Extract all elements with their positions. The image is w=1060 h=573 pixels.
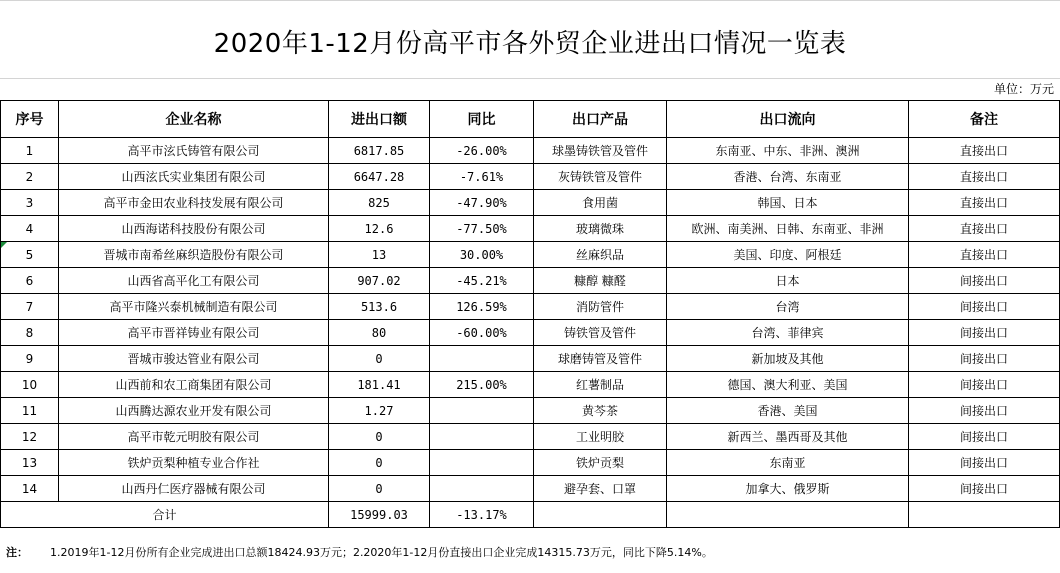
cell-destination: 新西兰、墨西哥及其他 xyxy=(667,424,909,450)
cell-seq: 5 xyxy=(1,242,59,268)
cell-product: 工业明胶 xyxy=(534,424,667,450)
unit-label: 单位：万元 xyxy=(993,82,1054,96)
cell-company: 山西前和农工商集团有限公司 xyxy=(59,372,329,398)
total-product-empty xyxy=(534,502,667,528)
table-row xyxy=(1,190,1060,216)
cell-destination: 美国、印度、阿根廷 xyxy=(667,242,909,268)
header-yoy: 同比 xyxy=(430,101,534,138)
table-row xyxy=(1,294,1060,320)
cell-remark: 直接出口 xyxy=(909,242,1060,268)
cell-amount: 181.41 xyxy=(329,372,430,398)
header-row xyxy=(1,101,1060,138)
cell-remark: 间接出口 xyxy=(909,346,1060,372)
table-row xyxy=(1,164,1060,190)
cell-amount: 1.27 xyxy=(329,398,430,424)
table-row xyxy=(1,216,1060,242)
sheet-gridline-title xyxy=(0,78,1060,79)
cell-remark: 间接出口 xyxy=(909,424,1060,450)
cell-company: 高平市金田农业科技发展有限公司 xyxy=(59,190,329,216)
cell-seq: 10 xyxy=(1,372,59,398)
total-amount: 15999.03 xyxy=(329,502,430,528)
cell-yoy: -60.00% xyxy=(430,320,534,346)
cell-destination: 台湾 xyxy=(667,294,909,320)
cell-remark: 直接出口 xyxy=(909,138,1060,164)
cell-company: 山西腾达源农业开发有限公司 xyxy=(59,398,329,424)
cell-amount: 0 xyxy=(329,476,430,502)
cell-yoy xyxy=(430,450,534,476)
cell-product: 消防管件 xyxy=(534,294,667,320)
cell-amount: 80 xyxy=(329,320,430,346)
cell-yoy: 30.00% xyxy=(430,242,534,268)
total-label: 合计 xyxy=(1,502,329,528)
cell-yoy: -45.21% xyxy=(430,268,534,294)
cell-yoy xyxy=(430,476,534,502)
cell-destination: 欧洲、南美洲、日韩、东南亚、非洲 xyxy=(667,216,909,242)
cell-company: 山西海诺科技股份有限公司 xyxy=(59,216,329,242)
cell-destination: 韩国、日本 xyxy=(667,190,909,216)
page-title: 2020年1-12月份高平市各外贸企业进出口情况一览表 xyxy=(213,28,847,59)
cell-yoy: -26.00% xyxy=(430,138,534,164)
cell-destination: 加拿大、俄罗斯 xyxy=(667,476,909,502)
cell-company: 高平市晋祥铸业有限公司 xyxy=(59,320,329,346)
cell-destination: 香港、美国 xyxy=(667,398,909,424)
cell-seq: 7 xyxy=(1,294,59,320)
cell-product: 食用菌 xyxy=(534,190,667,216)
cell-remark: 间接出口 xyxy=(909,398,1060,424)
cell-product: 球墨铸铁管及管件 xyxy=(534,138,667,164)
cell-yoy xyxy=(430,346,534,372)
cell-seq: 13 xyxy=(1,450,59,476)
cell-amount: 0 xyxy=(329,424,430,450)
cell-amount: 13 xyxy=(329,242,430,268)
cell-destination: 台湾、菲律宾 xyxy=(667,320,909,346)
cell-amount: 6817.85 xyxy=(329,138,430,164)
cell-company: 铁炉贡梨种植专业合作社 xyxy=(59,450,329,476)
cell-product: 黄芩茶 xyxy=(534,398,667,424)
cell-product: 铁炉贡梨 xyxy=(534,450,667,476)
cell-remark: 间接出口 xyxy=(909,294,1060,320)
cell-remark: 直接出口 xyxy=(909,190,1060,216)
cell-destination: 德国、澳大利亚、美国 xyxy=(667,372,909,398)
cell-seq: 14 xyxy=(1,476,59,502)
cell-remark: 间接出口 xyxy=(909,372,1060,398)
footnote-text: 1.2019年1-12月份所有企业完成进出口总额18424.93万元；2.2020年1-12月份直接出口企业完成14315.73万元，同比下降5.14%。 xyxy=(50,546,713,559)
cell-company: 晋城市骏达管业有限公司 xyxy=(59,346,329,372)
cell-seq: 6 xyxy=(1,268,59,294)
cell-remark: 间接出口 xyxy=(909,476,1060,502)
cell-product: 灰铸铁管及管件 xyxy=(534,164,667,190)
table-row xyxy=(1,346,1060,372)
cell-company: 山西丹仁医疗器械有限公司 xyxy=(59,476,329,502)
cell-amount: 825 xyxy=(329,190,430,216)
header-remark: 备注 xyxy=(909,101,1060,138)
cell-remark: 直接出口 xyxy=(909,216,1060,242)
cell-seq: 9 xyxy=(1,346,59,372)
total-remark-empty xyxy=(909,502,1060,528)
header-product: 出口产品 xyxy=(534,101,667,138)
cell-product: 铸铁管及管件 xyxy=(534,320,667,346)
table-row xyxy=(1,242,1060,268)
cell-company: 高平市隆兴泰机械制造有限公司 xyxy=(59,294,329,320)
cell-yoy: -77.50% xyxy=(430,216,534,242)
table-row xyxy=(1,268,1060,294)
cell-seq: 8 xyxy=(1,320,59,346)
cell-amount: 907.02 xyxy=(329,268,430,294)
total-row xyxy=(1,502,1060,528)
cell-seq: 2 xyxy=(1,164,59,190)
cell-amount: 513.6 xyxy=(329,294,430,320)
table-row xyxy=(1,450,1060,476)
table-row xyxy=(1,424,1060,450)
cell-remark: 直接出口 xyxy=(909,164,1060,190)
header-amount: 进出口额 xyxy=(329,101,430,138)
footnote-label: 注： xyxy=(6,546,28,559)
cell-yoy: -47.90% xyxy=(430,190,534,216)
cell-company: 高平市泫氏铸管有限公司 xyxy=(59,138,329,164)
cell-seq: 4 xyxy=(1,216,59,242)
cell-seq: 11 xyxy=(1,398,59,424)
total-destination-empty xyxy=(667,502,909,528)
cell-remark: 间接出口 xyxy=(909,450,1060,476)
cell-seq: 1 xyxy=(1,138,59,164)
cell-yoy: -7.61% xyxy=(430,164,534,190)
cell-product: 玻璃微珠 xyxy=(534,216,667,242)
cell-destination: 东南亚、中东、非洲、澳洲 xyxy=(667,138,909,164)
table-row xyxy=(1,476,1060,502)
cell-product: 糠醇 糠醛 xyxy=(534,268,667,294)
table-row xyxy=(1,372,1060,398)
header-seq: 序号 xyxy=(1,101,59,138)
table-row xyxy=(1,398,1060,424)
cell-remark: 间接出口 xyxy=(909,268,1060,294)
footnote xyxy=(6,544,713,560)
cell-amount: 0 xyxy=(329,346,430,372)
cell-yoy xyxy=(430,398,534,424)
cell-amount: 0 xyxy=(329,450,430,476)
cell-product: 丝麻织品 xyxy=(534,242,667,268)
header-company: 企业名称 xyxy=(59,101,329,138)
cell-company: 山西泫氏实业集团有限公司 xyxy=(59,164,329,190)
cell-company: 晋城市南希丝麻织造股份有限公司 xyxy=(59,242,329,268)
cell-product: 红薯制品 xyxy=(534,372,667,398)
cell-yoy: 126.59% xyxy=(430,294,534,320)
cell-seq: 12 xyxy=(1,424,59,450)
cell-remark: 间接出口 xyxy=(909,320,1060,346)
total-yoy: -13.17% xyxy=(430,502,534,528)
table-row xyxy=(1,138,1060,164)
cell-yoy: 215.00% xyxy=(430,372,534,398)
cell-seq: 3 xyxy=(1,190,59,216)
cell-yoy xyxy=(430,424,534,450)
cell-company: 山西省高平化工有限公司 xyxy=(59,268,329,294)
cell-product: 球磨铸管及管件 xyxy=(534,346,667,372)
cell-destination: 新加坡及其他 xyxy=(667,346,909,372)
cell-amount: 6647.28 xyxy=(329,164,430,190)
table-row xyxy=(1,320,1060,346)
cell-company: 高平市乾元明胶有限公司 xyxy=(59,424,329,450)
cell-destination: 香港、台湾、东南亚 xyxy=(667,164,909,190)
header-destination: 出口流向 xyxy=(667,101,909,138)
cell-destination: 东南亚 xyxy=(667,450,909,476)
cell-destination: 日本 xyxy=(667,268,909,294)
sheet-gridline-top xyxy=(0,0,1060,1)
cell-amount: 12.6 xyxy=(329,216,430,242)
cell-product: 避孕套、口罩 xyxy=(534,476,667,502)
trade-table xyxy=(0,100,1060,528)
